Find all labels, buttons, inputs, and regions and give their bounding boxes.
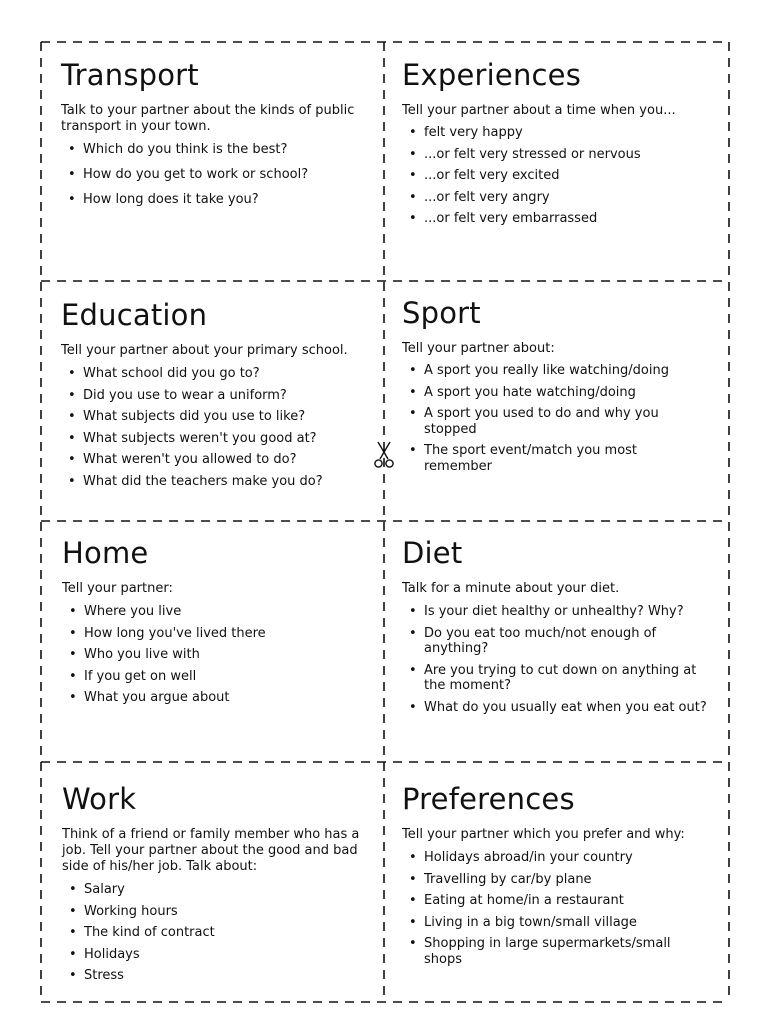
list-item: • Travelling by car/by plane — [402, 872, 707, 888]
card-title: Experiences — [402, 58, 582, 92]
list-item: • Eating at home/in a restaurant — [402, 893, 707, 909]
list-item: • If you get on well — [62, 669, 372, 685]
card-education — [61, 298, 371, 489]
list-item: • Salary — [62, 882, 367, 898]
list-item: • Which do you think is the best? — [61, 142, 371, 158]
list-item: • A sport you used to do and why you stopped — [402, 406, 707, 437]
list-item: • Did you use to wear a uniform? — [61, 388, 371, 404]
list-item: • Shopping in large supermarkets/small shops — [402, 936, 707, 967]
card-title: Education — [61, 298, 208, 332]
list-item: • ...or felt very stressed or nervous — [402, 147, 717, 163]
list-item: • What do you usually eat when you eat out? — [402, 700, 707, 716]
list-item: • Who you live with — [62, 647, 372, 663]
card-home — [62, 536, 372, 706]
card-diet — [402, 536, 707, 715]
card-preferences — [402, 782, 707, 967]
card-list — [62, 882, 367, 984]
card-title: Work — [62, 782, 137, 816]
card-list — [402, 850, 707, 967]
list-item: • Living in a big town/small village — [402, 915, 707, 931]
card-intro: Talk to your partner about the kinds of public transport in your town. — [61, 103, 355, 134]
list-item: • Stress — [62, 968, 367, 984]
card-list — [402, 363, 707, 474]
list-item: • What weren't you allowed to do? — [61, 452, 371, 468]
list-item: • Holidays — [62, 947, 367, 963]
card-intro: Tell your partner about a time when you... — [402, 103, 676, 118]
list-item: • The sport event/match you most remember — [402, 443, 707, 474]
card-work — [62, 782, 367, 984]
list-item: • Are you trying to cut down on anything at the moment? — [402, 663, 707, 694]
card-list — [402, 125, 717, 227]
list-item: • ...or felt very excited — [402, 168, 717, 184]
card-experiences — [402, 58, 717, 227]
card-sport — [402, 296, 707, 474]
card-intro: Tell your partner: — [62, 581, 173, 596]
card-list — [61, 366, 371, 489]
list-item: • Holidays abroad/in your country — [402, 850, 707, 866]
list-item: • felt very happy — [402, 125, 717, 141]
list-item: • A sport you hate watching/doing — [402, 385, 707, 401]
card-title: Transport — [61, 58, 199, 92]
scissors-icon — [372, 440, 396, 470]
card-list — [62, 604, 372, 706]
card-title: Diet — [402, 536, 463, 570]
card-list — [402, 604, 707, 715]
list-item: • The kind of contract — [62, 925, 367, 941]
list-item: • Is your diet healthy or unhealthy? Why? — [402, 604, 707, 620]
list-item: • How long you've lived there — [62, 626, 372, 642]
list-item: • ...or felt very embarrassed — [402, 211, 717, 227]
card-intro: Talk for a minute about your diet. — [402, 581, 620, 596]
list-item: • What subjects did you use to like? — [61, 409, 371, 425]
list-item: • Do you eat too much/not enough of anything? — [402, 626, 707, 657]
card-intro: Tell your partner about your primary school. — [61, 343, 348, 358]
list-item: • What did the teachers make you do? — [61, 474, 371, 490]
card-list — [61, 142, 371, 208]
card-intro: Think of a friend or family member who has a job. Tell your partner about the good and bad side of his/her job. Talk about: — [62, 827, 360, 874]
list-item: • What subjects weren't you good at? — [61, 431, 371, 447]
list-item: • Working hours — [62, 904, 367, 920]
card-intro: Tell your partner about: — [402, 341, 555, 356]
list-item: • What you argue about — [62, 690, 372, 706]
card-title: Home — [62, 536, 149, 570]
list-item: • A sport you really like watching/doing — [402, 363, 707, 379]
list-item: • How long does it take you? — [61, 192, 371, 208]
list-item: • What school did you go to? — [61, 366, 371, 382]
list-item: • How do you get to work or school? — [61, 167, 371, 183]
card-title: Sport — [402, 296, 481, 330]
list-item: • ...or felt very angry — [402, 190, 717, 206]
card-intro: Tell your partner which you prefer and why: — [402, 827, 685, 842]
card-title: Preferences — [402, 782, 575, 816]
list-item: • Where you live — [62, 604, 372, 620]
card-transport — [61, 58, 371, 208]
